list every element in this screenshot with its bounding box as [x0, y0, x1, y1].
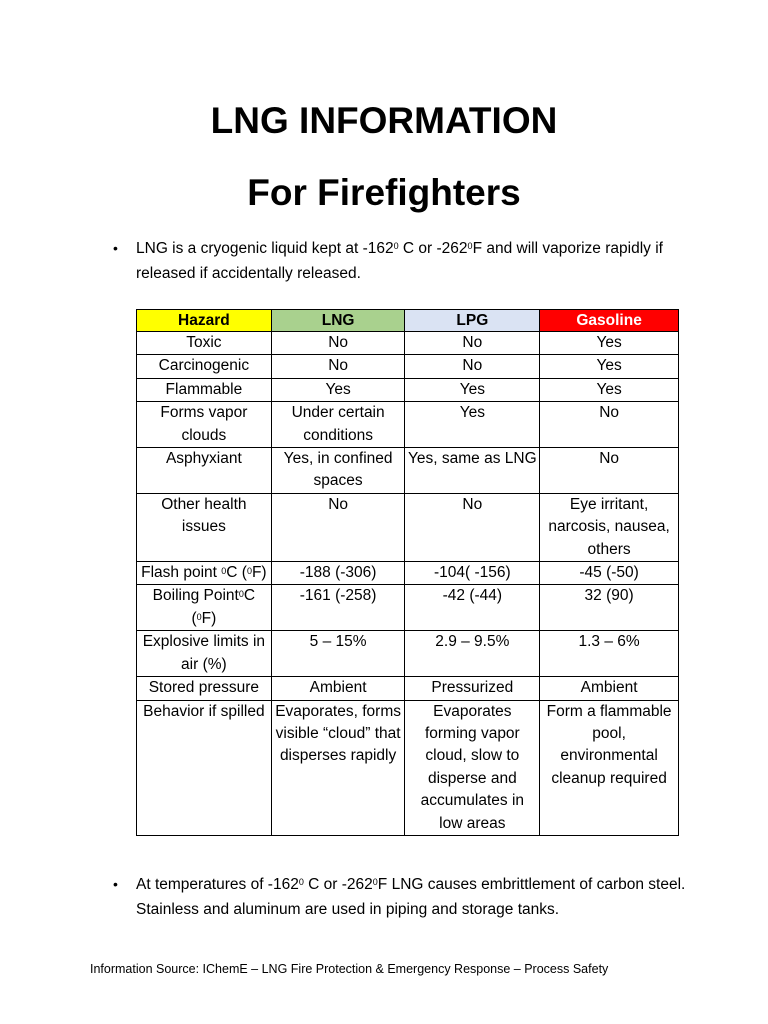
text-part: C (	[191, 587, 256, 627]
bullet-cryogenic	[113, 236, 688, 286]
cell-gasoline: -45 (-50)	[540, 562, 679, 585]
table-header-row	[137, 310, 679, 332]
header-gasoline: Gasoline	[540, 310, 679, 332]
row-label-boiling-point	[137, 585, 272, 631]
row-label: Explosive limits in air (%)	[137, 631, 272, 677]
degree-sup: 0	[246, 566, 252, 577]
text-part: F)	[201, 609, 217, 627]
cell-lpg: No	[405, 493, 540, 561]
row-label: Carcinogenic	[137, 355, 272, 378]
header-lng: LNG	[271, 310, 405, 332]
bullet-text	[136, 236, 688, 286]
row-label: Flammable	[137, 378, 272, 401]
header-hazard: Hazard	[137, 310, 272, 332]
row-label: Stored pressure	[137, 677, 272, 700]
text-part: F and will vaporize rapidly if released if accidentally released.	[136, 240, 663, 282]
table-row	[137, 562, 679, 585]
text-part: C (	[226, 564, 247, 582]
bullet-embrittlement	[113, 872, 688, 922]
cell-lng: Evaporates, forms visible “cloud” that disperses rapidly	[271, 700, 405, 835]
bullet-dot: •	[113, 876, 118, 892]
cell-lpg: Yes, same as LNG	[405, 448, 540, 494]
text-part: At temperatures of -162	[136, 876, 299, 893]
row-label: Forms vapor clouds	[137, 402, 272, 448]
cell-lng: No	[271, 332, 405, 355]
degree-sup: 0	[467, 241, 473, 251]
cell-gasoline: Eye irritant, narcosis, nausea, others	[540, 493, 679, 561]
degree-sup: 0	[238, 589, 244, 600]
cell-lng: No	[271, 355, 405, 378]
text-part: Flash point	[141, 564, 222, 582]
cell-gasoline: Ambient	[540, 677, 679, 700]
table-row	[137, 448, 679, 494]
cell-lpg: No	[405, 332, 540, 355]
cell-lpg: Evaporates forming vapor cloud, slow to disperse and accumulates in low areas	[405, 700, 540, 835]
degree-sup: 0	[393, 241, 399, 251]
cell-lng: Ambient	[271, 677, 405, 700]
cell-gasoline: Yes	[540, 355, 679, 378]
degree-sup: 0	[372, 877, 378, 887]
text-part: C or -262	[303, 876, 373, 893]
table-row	[137, 585, 679, 631]
cell-gasoline: No	[540, 448, 679, 494]
row-label: Other health issues	[137, 493, 272, 561]
cell-lpg: -104( -156)	[405, 562, 540, 585]
header-lpg: LPG	[405, 310, 540, 332]
row-label-flash-point	[137, 562, 272, 585]
row-label: Behavior if spilled	[137, 700, 272, 835]
text-part: LNG is a cryogenic liquid kept at -162	[136, 240, 394, 257]
row-label: Toxic	[137, 332, 272, 355]
row-label: Asphyxiant	[137, 448, 272, 494]
cell-lng: Yes, in confined spaces	[271, 448, 405, 494]
cell-lng: Yes	[271, 378, 405, 401]
hazard-table	[136, 309, 679, 836]
cell-lpg: Yes	[405, 402, 540, 448]
text-part: F LNG causes embrittlement of carbon steel. Stainless and aluminum are used in piping and storage tanks.	[136, 876, 686, 918]
degree-sup: 0	[298, 877, 304, 887]
cell-gasoline: No	[540, 402, 679, 448]
table-row	[137, 631, 679, 677]
cell-lpg: -42 (-44)	[405, 585, 540, 631]
table-row	[137, 700, 679, 835]
cell-gasoline: Yes	[540, 332, 679, 355]
cell-lng: Under certain conditions	[271, 402, 405, 448]
cell-lng: No	[271, 493, 405, 561]
cell-gasoline: 1.3 – 6%	[540, 631, 679, 677]
cell-lng: 5 – 15%	[271, 631, 405, 677]
text-part: F)	[251, 564, 267, 582]
cell-gasoline: Form a flammable pool, environmental cleanup required	[540, 700, 679, 835]
page-title: LNG INFORMATION	[210, 100, 558, 141]
bullet-dot: •	[113, 240, 118, 256]
cell-lpg: 2.9 – 9.5%	[405, 631, 540, 677]
degree-sup: 0	[196, 611, 202, 622]
table-row	[137, 493, 679, 561]
table-row	[137, 355, 679, 378]
table-row	[137, 378, 679, 401]
table-row	[137, 677, 679, 700]
text-part: Boiling Point	[152, 587, 239, 605]
text-part: C or -262	[398, 240, 468, 257]
degree-sup: 0	[221, 566, 227, 577]
source-footer: Information Source: IChemE – LNG Fire Protection & Emergency Response – Process Safety	[90, 962, 609, 976]
cell-lng: -161 (-258)	[271, 585, 405, 631]
cell-lpg: Pressurized	[405, 677, 540, 700]
bullet-text	[136, 872, 688, 922]
table-row	[137, 332, 679, 355]
cell-gasoline: Yes	[540, 378, 679, 401]
cell-gasoline: 32 (90)	[540, 585, 679, 631]
cell-lpg: No	[405, 355, 540, 378]
page-subtitle: For Firefighters	[247, 172, 521, 213]
table-row	[137, 402, 679, 448]
cell-lpg: Yes	[405, 378, 540, 401]
cell-lng: -188 (-306)	[271, 562, 405, 585]
